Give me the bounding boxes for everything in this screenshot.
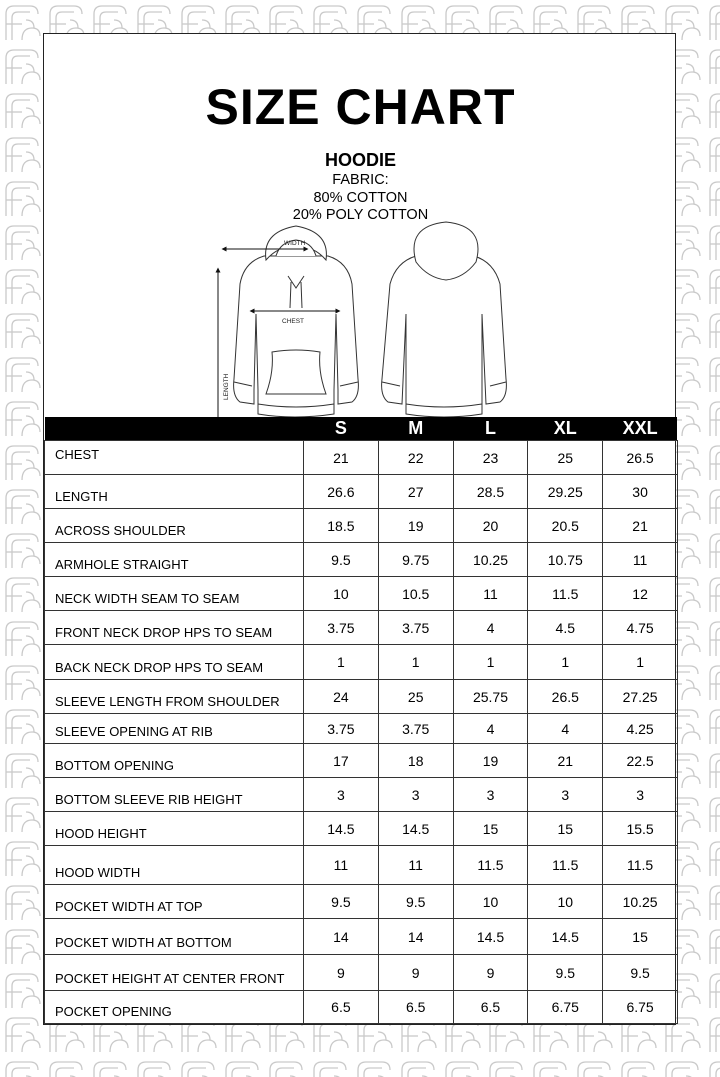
table-row bbox=[45, 991, 678, 1024]
measurement-value: 22.5 bbox=[603, 744, 678, 778]
measurement-value: 11 bbox=[378, 846, 453, 885]
measurement-label: HOOD WIDTH bbox=[45, 846, 304, 885]
measurement-value: 3 bbox=[528, 778, 603, 812]
fabric-line: 80% COTTON bbox=[313, 189, 408, 206]
measurement-value: 3.75 bbox=[304, 714, 379, 744]
measurement-value: 15.5 bbox=[603, 812, 678, 846]
measurement-value: 9.5 bbox=[378, 885, 453, 919]
measurement-value: 3 bbox=[304, 778, 379, 812]
measurement-value: 6.5 bbox=[304, 991, 379, 1024]
measurement-value: 21 bbox=[603, 509, 678, 543]
measurement-value: 10 bbox=[304, 577, 379, 611]
measurement-value: 21 bbox=[304, 441, 379, 475]
table-row bbox=[45, 846, 678, 885]
measurement-value: 27.25 bbox=[603, 680, 678, 714]
measurement-value: 9 bbox=[304, 955, 379, 991]
table-row bbox=[45, 778, 678, 812]
measurement-value: 10 bbox=[453, 885, 528, 919]
size-table bbox=[44, 417, 678, 1024]
table-row bbox=[45, 611, 678, 645]
size-header-s: S bbox=[304, 417, 379, 441]
measurement-value: 26.5 bbox=[528, 680, 603, 714]
measurement-value: 9 bbox=[453, 955, 528, 991]
table-row bbox=[45, 441, 678, 475]
measurement-label: ACROSS SHOULDER bbox=[45, 509, 304, 543]
measurement-label: POCKET OPENING bbox=[45, 991, 304, 1024]
measurement-label: BOTTOM OPENING bbox=[45, 744, 304, 778]
measurement-label: SLEEVE LENGTH FROM SHOULDER bbox=[45, 680, 304, 714]
table-row bbox=[45, 475, 678, 509]
measurement-value: 29.25 bbox=[528, 475, 603, 509]
page-title: SIZE CHART bbox=[205, 79, 516, 135]
measurement-value: 18 bbox=[378, 744, 453, 778]
measurement-value: 25 bbox=[528, 441, 603, 475]
measurement-value: 9.5 bbox=[528, 955, 603, 991]
table-row bbox=[45, 577, 678, 611]
measurement-label: ARMHOLE STRAIGHT bbox=[45, 543, 304, 577]
table-row bbox=[45, 645, 678, 680]
measurement-value: 30 bbox=[603, 475, 678, 509]
measurement-value: 10.25 bbox=[453, 543, 528, 577]
measurement-label: POCKET HEIGHT AT CENTER FRONT bbox=[45, 955, 304, 991]
measurement-value: 9 bbox=[378, 955, 453, 991]
measurement-value: 10.5 bbox=[378, 577, 453, 611]
table-row bbox=[45, 714, 678, 744]
table-row bbox=[45, 955, 678, 991]
size-header-xl: XL bbox=[528, 417, 603, 441]
measurement-value: 19 bbox=[453, 744, 528, 778]
hoodie-diagram bbox=[44, 204, 677, 449]
measurement-value: 6.75 bbox=[528, 991, 603, 1024]
measurement-value: 25 bbox=[378, 680, 453, 714]
table-row bbox=[45, 812, 678, 846]
measurement-value: 11.5 bbox=[528, 577, 603, 611]
measurement-value: 10 bbox=[528, 885, 603, 919]
table-row bbox=[45, 680, 678, 714]
measurement-value: 23 bbox=[453, 441, 528, 475]
measurement-value: 26.6 bbox=[304, 475, 379, 509]
measurement-value: 15 bbox=[528, 812, 603, 846]
measurement-value: 4.25 bbox=[603, 714, 678, 744]
table-row bbox=[45, 885, 678, 919]
measurement-value: 4 bbox=[453, 611, 528, 645]
measurement-value: 1 bbox=[378, 645, 453, 680]
measurement-value: 28.5 bbox=[453, 475, 528, 509]
measurement-value: 1 bbox=[453, 645, 528, 680]
fabric-line: FABRIC: bbox=[332, 172, 389, 188]
measurement-value: 14.5 bbox=[378, 812, 453, 846]
product-name: HOODIE bbox=[324, 150, 396, 170]
measurement-value: 22 bbox=[378, 441, 453, 475]
measurement-label: POCKET WIDTH AT BOTTOM bbox=[45, 919, 304, 955]
measurement-value: 3.75 bbox=[378, 714, 453, 744]
size-header-m: M bbox=[378, 417, 453, 441]
measurement-value: 11.5 bbox=[528, 846, 603, 885]
measurement-value: 3 bbox=[453, 778, 528, 812]
measurement-value: 1 bbox=[603, 645, 678, 680]
measurement-value: 11 bbox=[304, 846, 379, 885]
measurement-value: 15 bbox=[453, 812, 528, 846]
table-row bbox=[45, 919, 678, 955]
measurement-value: 14 bbox=[304, 919, 379, 955]
measurement-value: 18.5 bbox=[304, 509, 379, 543]
measurement-value: 14 bbox=[378, 919, 453, 955]
fabric-line: 20% POLY COTTON bbox=[292, 207, 429, 223]
measurement-value: 1 bbox=[528, 645, 603, 680]
measurement-value: 11.5 bbox=[453, 846, 528, 885]
measurement-value: 6.5 bbox=[453, 991, 528, 1024]
size-header-row bbox=[45, 417, 678, 441]
measurement-value: 9.5 bbox=[304, 885, 379, 919]
measurement-value: 12 bbox=[603, 577, 678, 611]
header-label-cell bbox=[45, 417, 304, 441]
measurement-value: 3.75 bbox=[304, 611, 379, 645]
measurement-value: 14.5 bbox=[528, 919, 603, 955]
measurement-value: 3 bbox=[378, 778, 453, 812]
chest-label: CHEST bbox=[282, 318, 305, 325]
measurement-value: 21 bbox=[528, 744, 603, 778]
measurement-label: BOTTOM SLEEVE RIB HEIGHT bbox=[45, 778, 304, 812]
measurement-value: 4 bbox=[453, 714, 528, 744]
measurement-value: 15 bbox=[603, 919, 678, 955]
length-label: LENGTH bbox=[223, 373, 230, 400]
measurement-value: 6.75 bbox=[603, 991, 678, 1024]
measurement-label: NECK WIDTH SEAM TO SEAM bbox=[45, 577, 304, 611]
measurement-value: 1 bbox=[304, 645, 379, 680]
measurement-value: 4 bbox=[528, 714, 603, 744]
measurement-value: 20.5 bbox=[528, 509, 603, 543]
measurement-value: 9.5 bbox=[603, 955, 678, 991]
size-chart-card bbox=[43, 33, 676, 1025]
size-header-xxl: XXL bbox=[603, 417, 678, 441]
measurement-value: 4.5 bbox=[528, 611, 603, 645]
hoodie-back-drawing bbox=[382, 222, 507, 417]
measurement-value: 3.75 bbox=[378, 611, 453, 645]
table-row bbox=[45, 509, 678, 543]
measurement-value: 14.5 bbox=[304, 812, 379, 846]
measurement-value: 6.5 bbox=[378, 991, 453, 1024]
measurement-value: 9.5 bbox=[304, 543, 379, 577]
measurement-value: 10.25 bbox=[603, 885, 678, 919]
table-row bbox=[45, 744, 678, 778]
measurement-label: BACK NECK DROP HPS TO SEAM bbox=[45, 645, 304, 680]
measurement-value: 27 bbox=[378, 475, 453, 509]
measurement-value: 3 bbox=[603, 778, 678, 812]
measurement-value: 26.5 bbox=[603, 441, 678, 475]
measurement-value: 14.5 bbox=[453, 919, 528, 955]
measurement-value: 10.75 bbox=[528, 543, 603, 577]
size-header-l: L bbox=[453, 417, 528, 441]
measurement-value: 4.75 bbox=[603, 611, 678, 645]
measurement-value: 25.75 bbox=[453, 680, 528, 714]
measurement-label: LENGTH bbox=[45, 475, 304, 509]
measurement-value: 9.75 bbox=[378, 543, 453, 577]
measurement-value: 11 bbox=[603, 543, 678, 577]
measurement-value: 11 bbox=[453, 577, 528, 611]
width-label: WIDTH bbox=[284, 240, 306, 247]
measurement-label: POCKET WIDTH AT TOP bbox=[45, 885, 304, 919]
measurement-value: 17 bbox=[304, 744, 379, 778]
measurement-value: 11.5 bbox=[603, 846, 678, 885]
measurement-value: 24 bbox=[304, 680, 379, 714]
measurement-value: 20 bbox=[453, 509, 528, 543]
measurement-label: SLEEVE OPENING AT RIB bbox=[45, 714, 304, 744]
table-row bbox=[45, 543, 678, 577]
measurement-label: HOOD HEIGHT bbox=[45, 812, 304, 846]
measurement-label: CHEST bbox=[45, 441, 304, 475]
measurement-value: 19 bbox=[378, 509, 453, 543]
measurement-label: FRONT NECK DROP HPS TO SEAM bbox=[45, 611, 304, 645]
